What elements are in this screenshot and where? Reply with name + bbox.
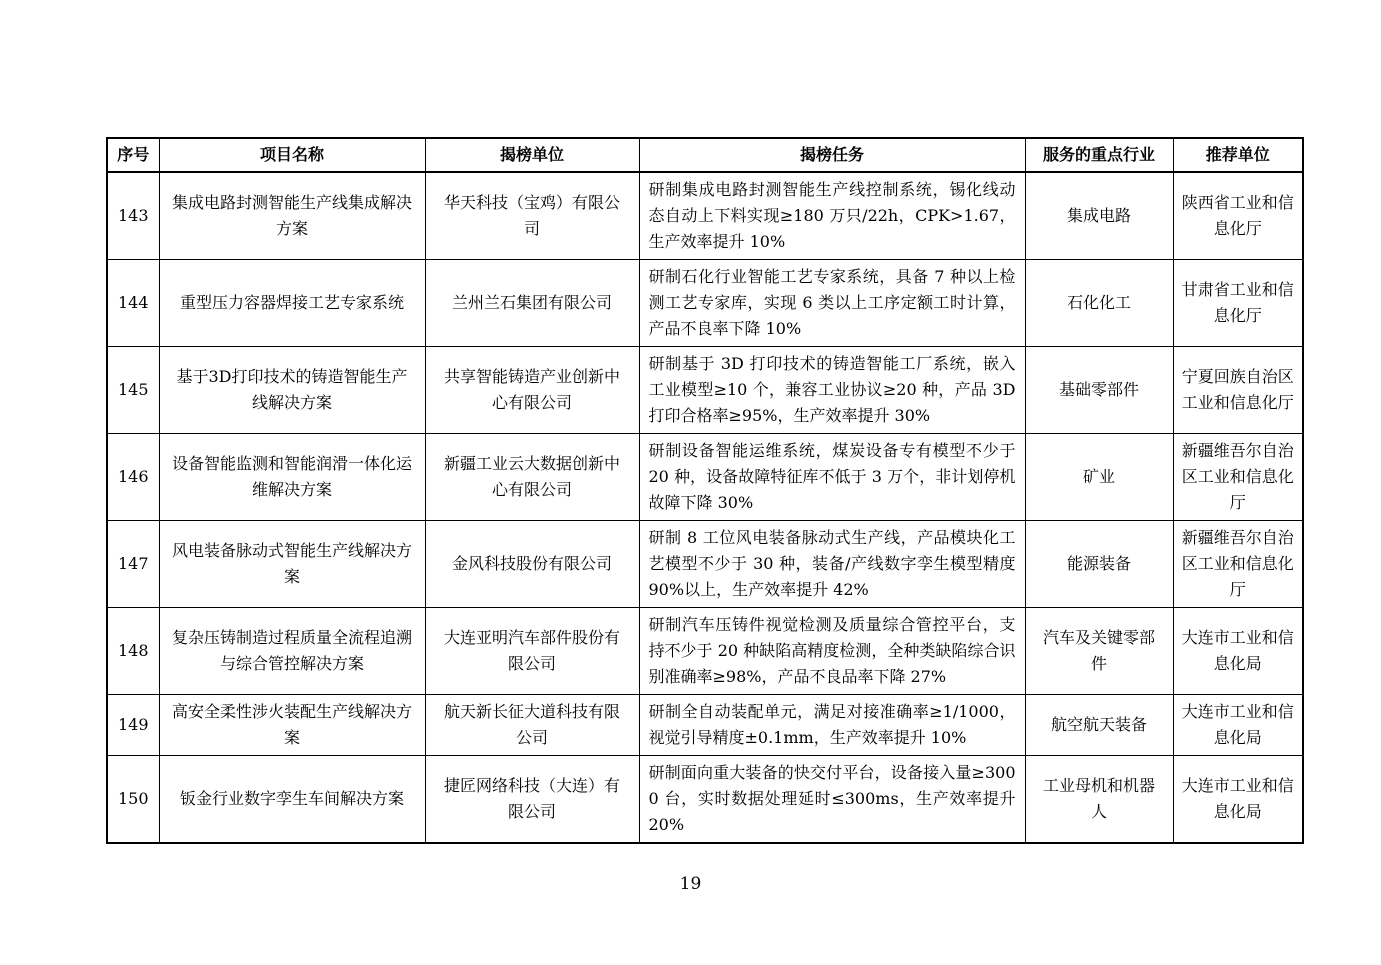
cell-recommender: 陕西省工业和信息化厅: [1173, 172, 1303, 260]
cell-unit: 大连亚明汽车部件股份有限公司: [425, 608, 639, 695]
cell-industry: 工业母机和机器人: [1025, 756, 1173, 844]
cell-no: 143: [107, 172, 159, 260]
cell-no: 144: [107, 260, 159, 347]
table-row: [107, 756, 1303, 844]
table-row: [107, 521, 1303, 608]
cell-task: 研制设备智能运维系统，煤炭设备专有模型不少于 20 种，设备故障特征库不低于 3 万个，非计划停机故障下降 30%: [639, 434, 1025, 521]
cell-name: 设备智能监测和智能润滑一体化运维解决方案: [159, 434, 425, 521]
cell-task: 研制集成电路封测智能生产线控制系统，锡化线动态自动上下料实现≥180 万只/22h，CPK>1.67，生产效率提升 10%: [639, 172, 1025, 260]
cell-task: 研制汽车压铸件视觉检测及质量综合管控平台，支持不少于 20 种缺陷高精度检测，全种类缺陷综合识别准确率≥98%，产品不良品率下降 27%: [639, 608, 1025, 695]
cell-unit: 共享智能铸造产业创新中心有限公司: [425, 347, 639, 434]
cell-unit: 新疆工业云大数据创新中心有限公司: [425, 434, 639, 521]
cell-unit: 金风科技股份有限公司: [425, 521, 639, 608]
cell-industry: 航空航天装备: [1025, 695, 1173, 756]
cell-name: 集成电路封测智能生产线集成解决方案: [159, 172, 425, 260]
cell-no: 149: [107, 695, 159, 756]
cell-industry: 集成电路: [1025, 172, 1173, 260]
cell-recommender: 大连市工业和信息化局: [1173, 608, 1303, 695]
cell-no: 145: [107, 347, 159, 434]
cell-name: 钣金行业数字孪生车间解决方案: [159, 756, 425, 844]
table-row: [107, 172, 1303, 260]
projects-table: [106, 137, 1304, 844]
table-header-row: [107, 138, 1303, 172]
cell-task: 研制全自动装配单元，满足对接准确率≥1/1000，视觉引导精度±0.1mm，生产效率提升 10%: [639, 695, 1025, 756]
cell-unit: 华天科技（宝鸡）有限公司: [425, 172, 639, 260]
cell-recommender: 宁夏回族自治区工业和信息化厅: [1173, 347, 1303, 434]
table-row: [107, 260, 1303, 347]
cell-unit: 航天新长征大道科技有限公司: [425, 695, 639, 756]
column-header-unit: 揭榜单位: [425, 138, 639, 172]
cell-industry: 基础零部件: [1025, 347, 1173, 434]
cell-industry: 汽车及关键零部件: [1025, 608, 1173, 695]
cell-name: 风电装备脉动式智能生产线解决方案: [159, 521, 425, 608]
cell-recommender: 大连市工业和信息化局: [1173, 695, 1303, 756]
column-header-task: 揭榜任务: [639, 138, 1025, 172]
cell-recommender: 甘肃省工业和信息化厅: [1173, 260, 1303, 347]
cell-name: 基于3D打印技术的铸造智能生产线解决方案: [159, 347, 425, 434]
table-row: [107, 347, 1303, 434]
cell-no: 146: [107, 434, 159, 521]
cell-name: 高安全柔性涉火装配生产线解决方案: [159, 695, 425, 756]
table-row: [107, 695, 1303, 756]
column-header-industry: 服务的重点行业: [1025, 138, 1173, 172]
cell-no: 147: [107, 521, 159, 608]
cell-task: 研制石化行业智能工艺专家系统，具备 7 种以上检测工艺专家库，实现 6 类以上工序定额工时计算，产品不良率下降 10%: [639, 260, 1025, 347]
cell-recommender: 新疆维吾尔自治区工业和信息化厅: [1173, 521, 1303, 608]
cell-industry: 石化化工: [1025, 260, 1173, 347]
cell-task: 研制基于 3D 打印技术的铸造智能工厂系统，嵌入工业模型≥10 个，兼容工业协议≥20 种，产品 3D 打印合格率≥95%，生产效率提升 30%: [639, 347, 1025, 434]
cell-recommender: 新疆维吾尔自治区工业和信息化厅: [1173, 434, 1303, 521]
cell-unit: 捷匠网络科技（大连）有限公司: [425, 756, 639, 844]
cell-recommender: 大连市工业和信息化局: [1173, 756, 1303, 844]
column-header-name: 项目名称: [159, 138, 425, 172]
cell-no: 148: [107, 608, 159, 695]
cell-industry: 矿业: [1025, 434, 1173, 521]
cell-name: 重型压力容器焊接工艺专家系统: [159, 260, 425, 347]
cell-task: 研制 8 工位风电装备脉动式生产线，产品模块化工艺模型不少于 30 种，装备/产线数字孪生模型精度 90%以上，生产效率提升 42%: [639, 521, 1025, 608]
cell-unit: 兰州兰石集团有限公司: [425, 260, 639, 347]
table-row: [107, 434, 1303, 521]
cell-no: 150: [107, 756, 159, 844]
cell-industry: 能源装备: [1025, 521, 1173, 608]
cell-name: 复杂压铸制造过程质量全流程追溯与综合管控解决方案: [159, 608, 425, 695]
column-header-recommender: 推荐单位: [1173, 138, 1303, 172]
page-number: 19: [679, 874, 702, 894]
column-header-no: 序号: [107, 138, 159, 172]
cell-task: 研制面向重大装备的快交付平台，设备接入量≥3000 台，实时数据处理延时≤300ms，生产效率提升 20%: [639, 756, 1025, 844]
table-row: [107, 608, 1303, 695]
